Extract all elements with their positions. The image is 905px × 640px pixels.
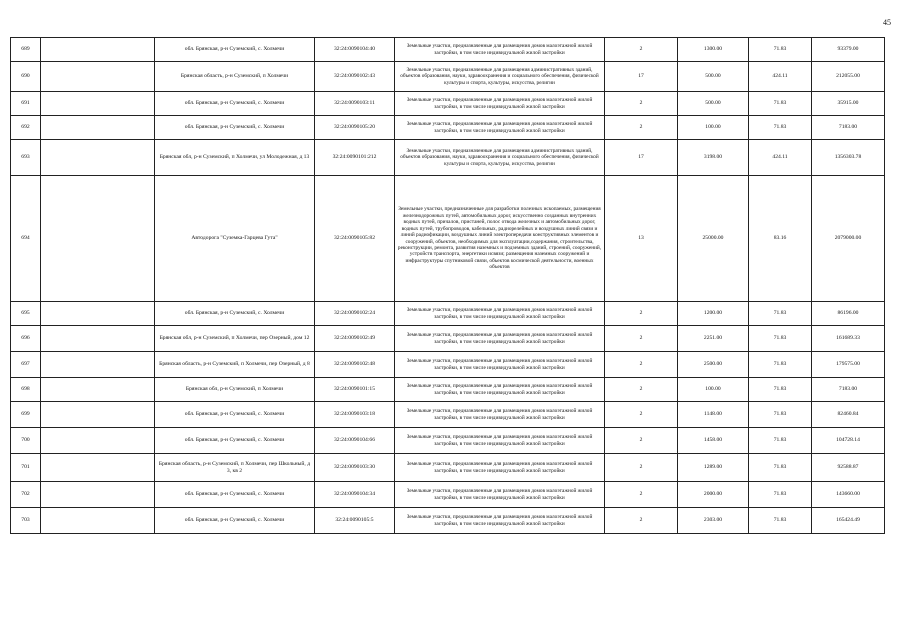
cadastral-value-cell: 104728.14 [812, 428, 885, 454]
land-registry-table [10, 37, 885, 534]
empty-cell [41, 482, 155, 508]
table-row [11, 116, 885, 140]
specific-value-cell: 71.83 [749, 482, 812, 508]
empty-cell [41, 378, 155, 402]
cadastral-number-cell: 32:24:0090102:48 [315, 352, 395, 378]
specific-value-cell: 424.11 [749, 140, 812, 176]
land-purpose-cell: Земельные участки, предназначенные для размещения домов малоэтажной жилой застройки, в том числе индивидуальной жилой застройки [395, 428, 605, 454]
land-purpose-cell: Земельные участки, предназначенные для размещения домов малоэтажной жилой застройки, в том числе индивидуальной жилой застройки [395, 116, 605, 140]
area-cell: 2251.00 [678, 326, 749, 352]
area-cell: 500.00 [678, 62, 749, 92]
specific-value-cell: 71.83 [749, 302, 812, 326]
area-cell: 1300.00 [678, 38, 749, 62]
empty-cell [41, 326, 155, 352]
row-number-cell: 702 [11, 482, 41, 508]
purpose-group-cell: 2 [605, 454, 678, 482]
row-number-cell: 697 [11, 352, 41, 378]
cadastral-value-cell: 93379.00 [812, 38, 885, 62]
cadastral-value-cell: 165424.49 [812, 508, 885, 534]
area-cell: 500.00 [678, 92, 749, 116]
empty-cell [41, 508, 155, 534]
row-number-cell: 699 [11, 402, 41, 428]
land-purpose-cell: Земельные участки, предназначенные для размещения административных зданий, объектов образования, науки, здравоохранения и социального обеспечения, физической культуры и спорта, культуры, искусства, религии [395, 140, 605, 176]
cadastral-number-cell: 32:24:0090105:5 [315, 508, 395, 534]
area-cell: 1458.00 [678, 428, 749, 454]
cadastral-number-cell: 32:24:0090104:66 [315, 428, 395, 454]
land-purpose-cell: Земельные участки, предназначенные для размещения домов малоэтажной жилой застройки, в том числе индивидуальной жилой застройки [395, 302, 605, 326]
specific-value-cell: 71.83 [749, 92, 812, 116]
area-cell: 1289.00 [678, 454, 749, 482]
address-cell: обл. Брянская, р-н Суземский, с. Холмечи [155, 402, 315, 428]
cadastral-value-cell: 161689.33 [812, 326, 885, 352]
cadastral-number-cell: 32:24:0090102:24 [315, 302, 395, 326]
cadastral-value-cell: 82460.84 [812, 402, 885, 428]
area-cell: 2303.00 [678, 508, 749, 534]
cadastral-value-cell: 2079000.00 [812, 176, 885, 302]
specific-value-cell: 83.16 [749, 176, 812, 302]
area-cell: 1200.00 [678, 302, 749, 326]
land-purpose-cell: Земельные участки, предназначенные для размещения домов малоэтажной жилой застройки, в том числе индивидуальной жилой застройки [395, 482, 605, 508]
address-cell: обл. Брянская, р-н Суземский, с. Холмечи [155, 116, 315, 140]
address-cell: Автодорога "Суземка-Гарцева Гута" [155, 176, 315, 302]
cadastral-number-cell: 32:24:0090104:40 [315, 38, 395, 62]
empty-cell [41, 454, 155, 482]
cadastral-number-cell: 32:24:0090101:15 [315, 378, 395, 402]
specific-value-cell: 71.83 [749, 326, 812, 352]
table-row [11, 378, 885, 402]
cadastral-number-cell: 32:24:0090105:20 [315, 116, 395, 140]
specific-value-cell: 71.83 [749, 378, 812, 402]
specific-value-cell: 71.83 [749, 402, 812, 428]
purpose-group-cell: 2 [605, 38, 678, 62]
address-cell: Брянская обл, р-н Суземский, п Холмечи, ул Молодежная, д 13 [155, 140, 315, 176]
land-purpose-cell: Земельные участки, предназначенные для размещения домов малоэтажной жилой застройки, в том числе индивидуальной жилой застройки [395, 38, 605, 62]
address-cell: обл. Брянская, р-н Суземский, с. Холмечи [155, 92, 315, 116]
table-row [11, 352, 885, 378]
table-row [11, 326, 885, 352]
cadastral-number-cell: 32:24:0090105:82 [315, 176, 395, 302]
table-row [11, 92, 885, 116]
address-cell: Брянская область, р-н Суземский, п Холмечи, пер Озерный, д 8 [155, 352, 315, 378]
empty-cell [41, 116, 155, 140]
land-purpose-cell: Земельные участки, предназначенные для размещения домов малоэтажной жилой застройки, в том числе индивидуальной жилой застройки [395, 92, 605, 116]
row-number-cell: 703 [11, 508, 41, 534]
area-cell: 100.00 [678, 378, 749, 402]
area-cell: 3198.00 [678, 140, 749, 176]
row-number-cell: 694 [11, 176, 41, 302]
cadastral-number-cell: 32:24:0090102:43 [315, 62, 395, 92]
specific-value-cell: 71.83 [749, 428, 812, 454]
row-number-cell: 701 [11, 454, 41, 482]
empty-cell [41, 92, 155, 116]
purpose-group-cell: 2 [605, 326, 678, 352]
purpose-group-cell: 2 [605, 92, 678, 116]
purpose-group-cell: 2 [605, 482, 678, 508]
land-purpose-cell: Земельные участки, предназначенные для размещения домов малоэтажной жилой застройки, в том числе индивидуальной жилой застройки [395, 352, 605, 378]
row-number-cell: 696 [11, 326, 41, 352]
area-cell: 1148.00 [678, 402, 749, 428]
cadastral-value-cell: 35915.00 [812, 92, 885, 116]
purpose-group-cell: 2 [605, 402, 678, 428]
page-number: 45 [883, 18, 891, 27]
specific-value-cell: 71.83 [749, 116, 812, 140]
purpose-group-cell: 2 [605, 352, 678, 378]
area-cell: 25000.00 [678, 176, 749, 302]
cadastral-value-cell: 86196.00 [812, 302, 885, 326]
table-row [11, 454, 885, 482]
empty-cell [41, 428, 155, 454]
specific-value-cell: 71.83 [749, 352, 812, 378]
row-number-cell: 695 [11, 302, 41, 326]
row-number-cell: 700 [11, 428, 41, 454]
address-cell: обл. Брянская, р-н Суземский, с. Холмечи [155, 508, 315, 534]
address-cell: обл. Брянская, р-н Суземский, с. Холмечи [155, 428, 315, 454]
empty-cell [41, 302, 155, 326]
cadastral-number-cell: 32:24:0090103:18 [315, 402, 395, 428]
land-purpose-cell: Земельные участки, предназначенные для размещения домов малоэтажной жилой застройки, в том числе индивидуальной жилой застройки [395, 454, 605, 482]
cadastral-value-cell: 143660.00 [812, 482, 885, 508]
cadastral-number-cell: 32:24:0090102:49 [315, 326, 395, 352]
land-purpose-cell: Земельные участки, предназначенные для размещения административных зданий, объектов образования, науки, здравоохранения и социального обеспечения, физической культуры и спорта, культуры, искусства, религии [395, 62, 605, 92]
empty-cell [41, 176, 155, 302]
purpose-group-cell: 2 [605, 428, 678, 454]
empty-cell [41, 402, 155, 428]
row-number-cell: 693 [11, 140, 41, 176]
area-cell: 2500.00 [678, 352, 749, 378]
specific-value-cell: 424.11 [749, 62, 812, 92]
table-row [11, 302, 885, 326]
table-row [11, 428, 885, 454]
address-cell: обл. Брянская, р-н Суземский, с. Холмечи [155, 302, 315, 326]
cadastral-value-cell: 179575.00 [812, 352, 885, 378]
empty-cell [41, 352, 155, 378]
land-purpose-cell: Земельные участки, предназначенные для разработки полезных ископаемых, размещения железнодорожных путей, автомобильных дорог, искусственно созданных внутренних водных путей, причалов, пристаней, полос отвода железных и автомобильных дорог, водных путей, трубопроводов, кабельных, радиорелейных и воздушных линий связи и линий радиофикации, воздушных линий электропередачи конструктивных элементов и сооружений, объектов, необходимых для эксплуатации,содержания, строительства, реконструкции, ремонта, развития наземных и подземных зданий, строений, сооружений, устройств транспорта, энергетики исвязи; размещения наземных сооружений и инфраструктуры спутниковой связи, объектов космической деятельности, военных объектов [395, 176, 605, 302]
land-purpose-cell: Земельные участки, предназначенные для размещения домов малоэтажной жилой застройки, в том числе индивидуальной жилой застройки [395, 378, 605, 402]
empty-cell [41, 38, 155, 62]
empty-cell [41, 62, 155, 92]
address-cell: обл. Брянская, р-н Суземский, с. Холмечи [155, 38, 315, 62]
table-row [11, 38, 885, 62]
cadastral-number-cell: 32:24:0090103:11 [315, 92, 395, 116]
land-purpose-cell: Земельные участки, предназначенные для размещения домов малоэтажной жилой застройки, в том числе индивидуальной жилой застройки [395, 326, 605, 352]
row-number-cell: 689 [11, 38, 41, 62]
purpose-group-cell: 17 [605, 140, 678, 176]
land-purpose-cell: Земельные участки, предназначенные для размещения домов малоэтажной жилой застройки, в том числе индивидуальной жилой застройки [395, 402, 605, 428]
purpose-group-cell: 17 [605, 62, 678, 92]
row-number-cell: 691 [11, 92, 41, 116]
land-purpose-cell: Земельные участки, предназначенные для размещения домов малоэтажной жилой застройки, в том числе индивидуальной жилой застройки [395, 508, 605, 534]
area-cell: 100.00 [678, 116, 749, 140]
purpose-group-cell: 13 [605, 176, 678, 302]
row-number-cell: 698 [11, 378, 41, 402]
address-cell: Брянская область, р-н Суземский, п Холмечи [155, 62, 315, 92]
address-cell: обл. Брянская, р-н Суземский, с. Холмечи [155, 482, 315, 508]
cadastral-value-cell: 7183.00 [812, 116, 885, 140]
cadastral-value-cell: 7183.00 [812, 378, 885, 402]
table-row [11, 402, 885, 428]
area-cell: 2000.00 [678, 482, 749, 508]
cadastral-value-cell: 92588.87 [812, 454, 885, 482]
address-cell: Брянская область, р-н Суземский, п Холмечи, пер Школьный, д 3, кв 2 [155, 454, 315, 482]
purpose-group-cell: 2 [605, 508, 678, 534]
cadastral-value-cell: 1356303.78 [812, 140, 885, 176]
table-row [11, 62, 885, 92]
table-row [11, 482, 885, 508]
empty-cell [41, 140, 155, 176]
specific-value-cell: 71.83 [749, 38, 812, 62]
purpose-group-cell: 2 [605, 378, 678, 402]
address-cell: Брянская обл, р-н Суземский, п Холмечи [155, 378, 315, 402]
purpose-group-cell: 2 [605, 302, 678, 326]
purpose-group-cell: 2 [605, 116, 678, 140]
table-row [11, 140, 885, 176]
row-number-cell: 690 [11, 62, 41, 92]
cadastral-number-cell: 32:24:0090101:212 [315, 140, 395, 176]
address-cell: Брянская обл, р-н Суземский, п Холмечи, пер Озерный, дом 12 [155, 326, 315, 352]
table-row [11, 508, 885, 534]
cadastral-number-cell: 32:24:0090103:30 [315, 454, 395, 482]
table-row [11, 176, 885, 302]
row-number-cell: 692 [11, 116, 41, 140]
cadastral-value-cell: 212055.00 [812, 62, 885, 92]
cadastral-number-cell: 32:24:0090104:34 [315, 482, 395, 508]
table-body [11, 38, 885, 534]
specific-value-cell: 71.83 [749, 454, 812, 482]
specific-value-cell: 71.83 [749, 508, 812, 534]
